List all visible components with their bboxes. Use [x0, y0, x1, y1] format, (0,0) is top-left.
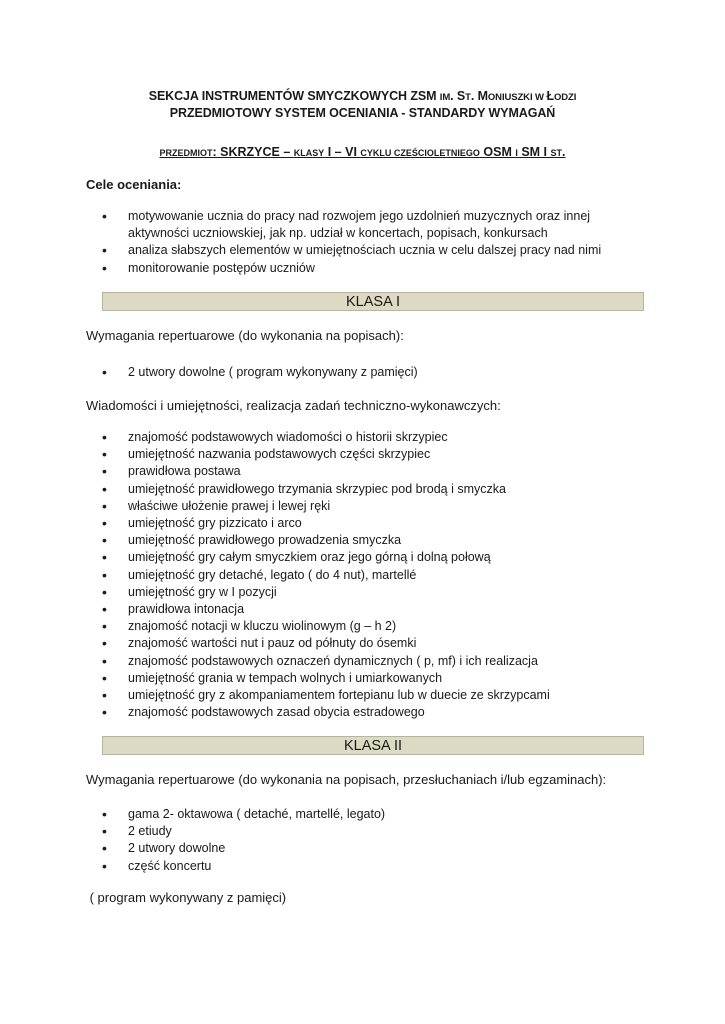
list-item: • gama 2- oktawowa ( detaché, martellé, legato): [86, 806, 648, 823]
list-item: • umiejętność prawidłowego prowadzenia smyczka: [86, 532, 648, 549]
klasa-2-repertoire-label: Wymagania repertuarowe (do wykonania na popisach, przesłuchaniach i/lub egzaminach):: [86, 772, 607, 787]
klasa-2-repertoire-list: [86, 806, 648, 875]
list-item: • znajomość podstawowych oznaczeń dynamicznych ( p, mf) i ich realizacja: [86, 653, 648, 670]
list-item: • 2 utwory dowolne ( program wykonywany z pamięci): [86, 364, 648, 381]
title-part: IM: [439, 92, 451, 103]
list-item: • znajomość wartości nut i pauz od półnuty do ósemki: [86, 635, 648, 652]
list-item: • część koncertu: [86, 858, 648, 875]
klasa-1-heading: KLASA I: [102, 292, 644, 311]
list-item: • umiejętność gry w I pozycji: [86, 584, 648, 601]
list-item: • 2 utwory dowolne: [86, 840, 648, 857]
subject-line: [0, 145, 725, 159]
list-item: • monitorowanie postępów uczniów: [86, 260, 648, 277]
subject-part: PRZEDMIOT: [159, 148, 213, 158]
list-item: • motywowanie ucznia do pracy nad rozwojem jego uzdolnień muzycznych oraz innej aktywności uczniowskiej, jak np. udział w koncertach, popisach, konkursach: [86, 208, 648, 242]
cele-list: [86, 208, 648, 277]
list-item: • znajomość podstawowych zasad obycia estradowego: [86, 704, 648, 721]
list-item: • prawidłowa postawa: [86, 463, 648, 480]
klasa-2-note: ( program wykonywany z pamięci): [86, 890, 287, 905]
subject-part: : SKRZYCE –: [212, 145, 294, 159]
list-item: • umiejętność grania w tempach wolnych i umiarkowanych: [86, 670, 648, 687]
subject-part: CYKLU CZEŚCIOLETNIEGO: [360, 148, 480, 158]
list-item: • prawidłowa intonacja: [86, 601, 648, 618]
klasa-1-repertoire-list: [86, 364, 648, 381]
list-item: • analiza słabszych elementów w umiejętnościach ucznia w celu dalszej pracy nad nimi: [86, 242, 648, 259]
list-item: • znajomość notacji w kluczu wiolinowym (g – h 2): [86, 618, 648, 635]
subject-part: OSM: [479, 145, 516, 159]
list-item: • umiejętność gry całym smyczkiem oraz jego górną i dolną połową: [86, 549, 648, 566]
list-item: • znajomość podstawowych wiadomości o historii skrzypiec: [86, 429, 648, 446]
subject-part: SM I: [517, 145, 551, 159]
list-item: • umiejętność gry detaché, legato ( do 4 nut), martellé: [86, 567, 648, 584]
subject-part: .: [562, 145, 566, 159]
list-item: • właściwe ułożenie prawej i lewej ręki: [86, 498, 648, 515]
list-item: • umiejętność gry pizzicato i arco: [86, 515, 648, 532]
subject-part: I: [515, 148, 518, 158]
title-part: T: [465, 92, 471, 103]
subject-part: ST: [550, 148, 563, 158]
document-title-line-1: [0, 89, 725, 103]
list-item: • 2 etiudy: [86, 823, 648, 840]
subject-part: KLASY: [293, 148, 325, 158]
title-part: ODZI: [553, 92, 577, 103]
list-item: • umiejętność prawidłowego trzymania skrzypiec pod brodą i smyczka: [86, 481, 648, 498]
klasa-1-skills-list: [86, 429, 648, 721]
klasa-2-heading: KLASA II: [102, 736, 644, 755]
list-item: • umiejętność nazwania podstawowych części skrzypiec: [86, 446, 648, 463]
title-part: . M: [470, 89, 488, 103]
subject-part: I – VI: [324, 145, 361, 159]
klasa-1-repertoire-label: Wymagania repertuarowe (do wykonania na popisach):: [86, 328, 404, 343]
title-part: ONIUSZKI: [487, 92, 533, 103]
title-part: SEKCJA INSTRUMENTÓW SMYCZKOWYCH ZSM: [148, 89, 440, 103]
title-part: . S: [450, 89, 466, 103]
document-title-line-2: PRZEDMIOTOWY SYSTEM OCENIANIA - STANDARDY WYMAGAŃ: [169, 106, 556, 120]
list-item: • umiejętność gry z akompaniamentem fortepianu lub w duecie ze skrzypcami: [86, 687, 648, 704]
klasa-1-skills-label: Wiadomości i umiejętności, realizacja zadań techniczno-wykonawczych:: [86, 398, 501, 413]
title-part: W: [532, 92, 547, 103]
cele-heading: Cele oceniania:: [86, 177, 182, 192]
title-part: Ł: [546, 89, 554, 103]
